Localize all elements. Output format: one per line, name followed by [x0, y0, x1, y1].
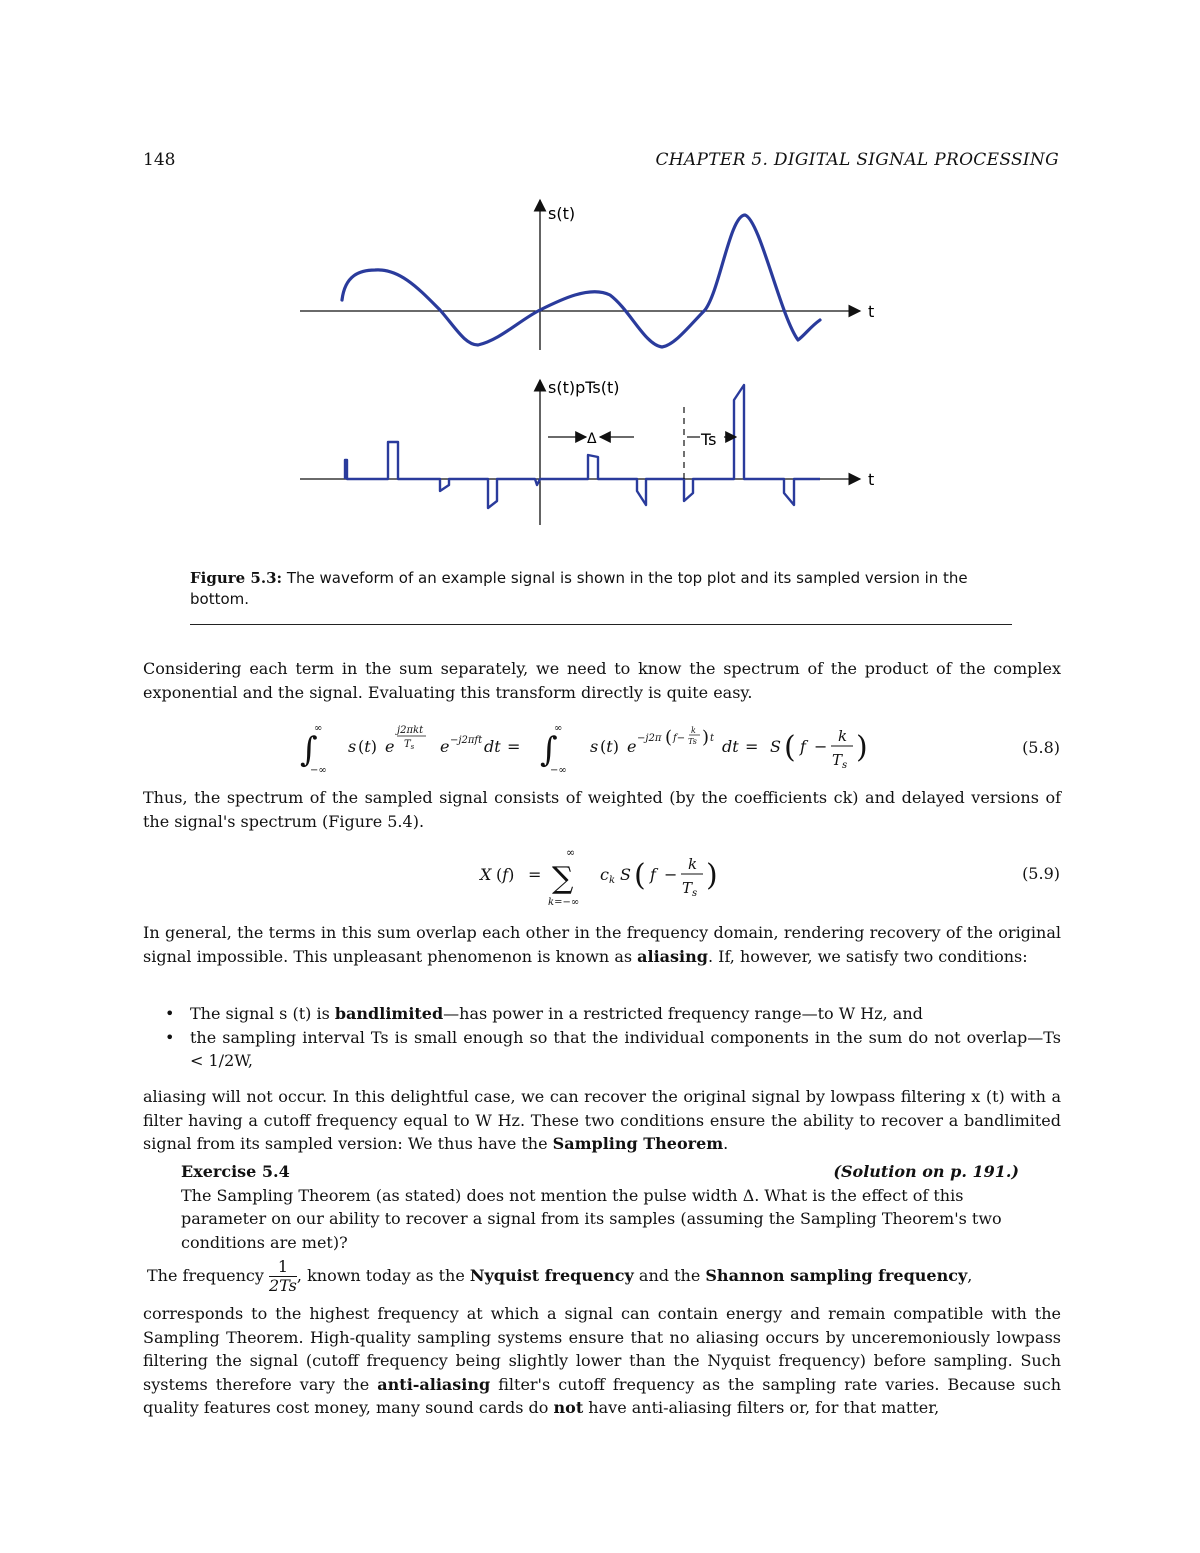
top-x-label: t	[868, 302, 875, 321]
caption-rule	[190, 624, 1012, 625]
svg-text:t: t	[710, 733, 715, 744]
top-y-label: s(t)	[548, 204, 576, 223]
svg-text:=: =	[745, 737, 759, 756]
svg-text:=: =	[507, 737, 521, 756]
exercise-text: The Sampling Theorem (as stated) does not mention the pulse width Δ. What is the effect of this parameter on our ability to recover a signal from its samples (assuming the Sampling Theorem's two conditions are met)?	[181, 1185, 1002, 1252]
term-anti-aliasing: anti-aliasing	[377, 1374, 491, 1394]
svg-text:): )	[706, 858, 718, 893]
svg-text:s: s	[348, 737, 357, 756]
svg-text:Ts: $T_s$	[832, 751, 848, 771]
svg-text:e: e	[440, 737, 450, 756]
list-item	[143, 1026, 1061, 1073]
svg-text:f: f	[650, 865, 656, 884]
svg-text:(f): (f)	[496, 865, 515, 884]
paragraph-6	[143, 1302, 1061, 1420]
p4-text-a: aliasing will not occur. In this delightful case, we can recover the original signal by lowpass filtering x (t) with a filter having a cutoff frequency equal to W Hz. These two conditions ensure the ability to recover a bandlimited signal from its sampled version: We thus have the	[143, 1087, 1061, 1153]
equation-5-9	[470, 840, 740, 910]
paragraph-3	[143, 921, 1061, 968]
delta-label: Δ	[587, 431, 597, 447]
svg-text:∑: ∑	[552, 861, 574, 896]
svg-text:−∞: −∞	[310, 765, 327, 776]
svg-text:Ts: $T_s$	[404, 739, 415, 751]
svg-text:−j2πft: −j2πft	[450, 735, 483, 746]
svg-text:k=−∞: k=−∞	[548, 897, 580, 908]
term-not: not	[553, 1398, 584, 1417]
p5-text-c: and the	[633, 1266, 706, 1285]
svg-text:(t): (t)	[358, 737, 377, 756]
equation-5-8	[300, 717, 910, 777]
paragraph-5	[147, 1258, 1061, 1295]
bottom-plot	[300, 380, 860, 525]
svg-text:∞: ∞	[314, 723, 323, 734]
paragraph-4	[143, 1085, 1061, 1156]
svg-text:−j2π: −j2π	[637, 733, 662, 744]
svg-text:s: s	[590, 737, 599, 756]
equation-number-5-8: (5.8)	[1022, 738, 1060, 757]
p6-text-a: corresponds to the highest frequency at which a signal can contain energy and remain compatible with the Sampling Theorem. High-quality sampling systems ensure that no aliasing occurs by unceremoniously lowpass filtering the signal (cutoff frequency being slightly lower than the Nyquist frequency) before sampling. Such systems therefore vary the	[143, 1304, 1061, 1394]
svg-text:=: =	[528, 865, 542, 884]
svg-text:): )	[856, 730, 868, 765]
caption-label: Figure 5.3:	[190, 569, 283, 587]
svg-text:−∞: −∞	[550, 765, 567, 776]
svg-text:k: k	[688, 855, 698, 873]
exercise-5-4	[181, 1160, 1019, 1254]
p6-text-b: filter's cutoff frequency as the sampling rate varies. Because such quality features cost money, many sound cards do	[143, 1374, 1062, 1417]
svg-text:∞: ∞	[566, 846, 576, 859]
p5-text-d: ,	[967, 1266, 973, 1285]
svg-text:∫: ∫	[540, 730, 558, 770]
svg-text:S: S	[620, 865, 631, 884]
fraction-numerator: 1	[269, 1258, 297, 1277]
svg-text:): )	[702, 727, 710, 748]
svg-text:−: −	[664, 865, 678, 884]
svg-text:j2πkt: j2πkt	[397, 725, 424, 736]
bullet1-text-a: The signal s (t) is	[190, 1004, 335, 1023]
p4-text-b: .	[723, 1134, 729, 1153]
svg-text:(: (	[634, 858, 646, 893]
term-bandlimited: bandlimited	[334, 1004, 444, 1023]
svg-text:f−: f−	[673, 733, 686, 744]
fraction-denominator: 2Ts	[268, 1276, 297, 1295]
list-item	[143, 1002, 1061, 1026]
svg-text:∫: ∫	[300, 730, 318, 770]
solution-reference[interactable]: (Solution on p. 191.)	[833, 1162, 1019, 1181]
top-plot	[300, 200, 860, 350]
signal-curve	[342, 215, 820, 347]
sampled-signal	[345, 385, 820, 508]
p3-text-b: . If, however, we satisfy two conditions:	[707, 946, 1028, 966]
svg-text:(t): (t)	[600, 737, 619, 756]
bullet1-text-b: —has power in a restricted frequency range—to W Hz, and	[443, 1004, 923, 1023]
p3-text-a: In general, the terms in this sum overlap each other in the frequency domain, rendering recovery of the original signal impossible. This unpleasant phenomenon is known as	[143, 923, 1061, 966]
svg-text:(: (	[665, 727, 673, 748]
svg-text:S: S	[770, 737, 781, 756]
svg-text:k: k	[691, 726, 696, 735]
p5-text-a: The frequency	[147, 1266, 264, 1285]
svg-text:ck: ck	[600, 865, 616, 886]
paragraph-1: Considering each term in the sum separately, we need to know the spectrum of the product of the complex exponential and the signal. Evaluating this transform directly is quite easy.	[143, 659, 1061, 702]
term-shannon-sampling-frequency: Shannon sampling frequency	[705, 1266, 968, 1285]
svg-text:Ts: Ts	[688, 737, 697, 746]
svg-text:f: f	[800, 737, 806, 756]
term-aliasing: aliasing	[637, 946, 708, 966]
figure-caption	[190, 568, 1020, 610]
term-sampling-theorem: Sampling Theorem	[552, 1134, 724, 1153]
bottom-y-label: s(t)pTs(t)	[548, 378, 620, 397]
caption-text: The waveform of an example signal is shown in the top plot and its sampled version in the bottom.	[190, 569, 968, 608]
svg-text:∞: ∞	[554, 723, 563, 734]
bottom-x-label: t	[868, 470, 875, 489]
svg-text:−: −	[814, 737, 828, 756]
svg-text:(: (	[784, 730, 796, 765]
p6-text-c: have anti-aliasing filters or, for that matter,	[583, 1398, 940, 1417]
svg-text:k: k	[838, 727, 848, 745]
bullet2-text: the sampling interval Ts is small enough so that the individual components in the sum do not overlap—Ts < 1/2W,	[190, 1027, 1061, 1070]
period-label: Ts	[701, 430, 717, 449]
term-nyquist-frequency: Nyquist frequency	[469, 1266, 634, 1285]
nyquist-fraction	[269, 1258, 297, 1295]
running-head: CHAPTER 5. DIGITAL SIGNAL PROCESSING	[655, 150, 1059, 170]
figure-5-3	[290, 195, 910, 535]
exercise-title: Exercise 5.4	[181, 1162, 290, 1181]
equation-number-5-9: (5.9)	[1022, 864, 1060, 883]
svg-text:X: X	[480, 865, 492, 884]
page-number: 148	[143, 150, 176, 170]
conditions-list	[143, 1002, 1061, 1073]
paragraph-2: Thus, the spectrum of the sampled signal consists of weighted (by the coefficients ck) and delayed versions of the signal's spectrum (Figure 5.4).	[143, 788, 1061, 831]
svg-text:dt: dt	[484, 737, 501, 756]
p5-text-b: , known today as the	[296, 1266, 470, 1285]
svg-text:Ts: $T_s$	[682, 879, 698, 899]
svg-text:dt: dt	[722, 737, 739, 756]
svg-text:e: e	[385, 737, 395, 756]
svg-text:e: e	[627, 737, 637, 756]
